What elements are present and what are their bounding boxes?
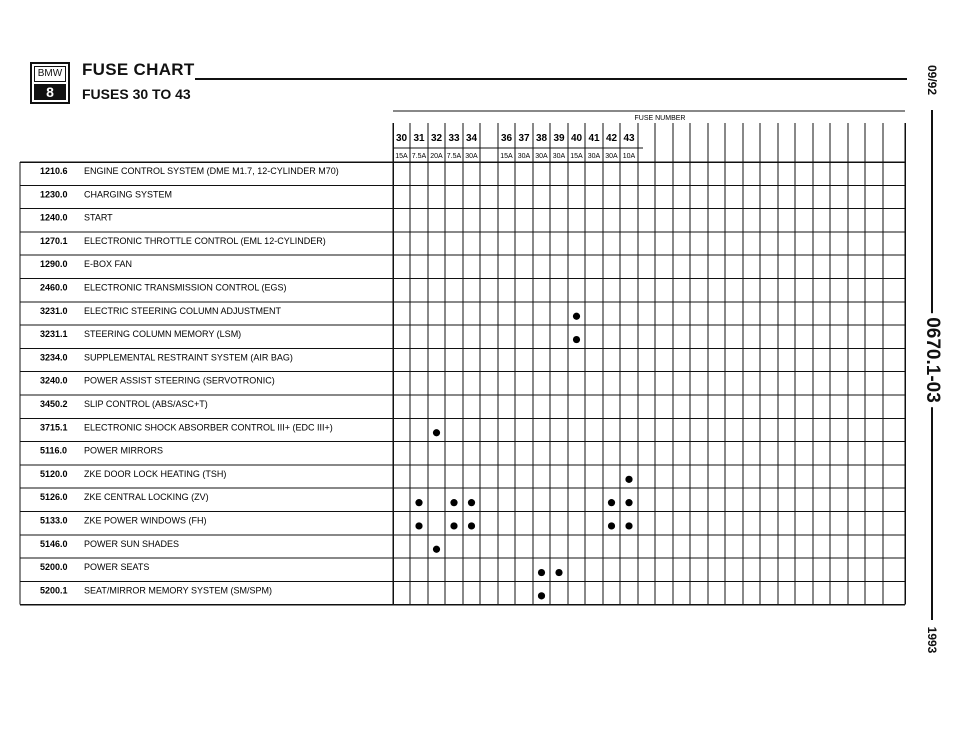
fuse-number: 39 [553, 133, 565, 144]
system-code: 5116.0 [40, 445, 68, 456]
fuse-used-dot [625, 522, 632, 529]
fuse-used-dot [538, 569, 545, 576]
fuse-number-label: FUSE NUMBER [634, 115, 686, 122]
system-name: SEAT/MIRROR MEMORY SYSTEM (SM/SPM) [84, 585, 273, 596]
system-code: 5133.0 [40, 515, 68, 526]
system-code: 1210.6 [40, 166, 68, 176]
system-name: SUPPLEMENTAL RESTRAINT SYSTEM (AIR BAG) [84, 352, 293, 363]
fuse-number: 33 [448, 133, 460, 144]
fuse-used-dot [468, 522, 475, 529]
system-name: STEERING COLUMN MEMORY (LSM) [84, 329, 242, 340]
page-title: FUSE CHART [82, 60, 195, 79]
fuse-used-dot [608, 522, 615, 529]
fuse-amperage: 30A [465, 153, 478, 160]
system-code: 2460.0 [40, 282, 68, 293]
document-code: 0670.1-03 [921, 313, 943, 407]
fuse-amperage: 7.5A [411, 153, 427, 160]
fuse-used-dot [573, 336, 580, 343]
system-name: E-BOX FAN [84, 259, 133, 270]
system-code: 3450.2 [40, 399, 68, 409]
fuse-number: 41 [588, 133, 600, 144]
fuse-amperage: 30A [517, 153, 531, 160]
logo-text: BMW [34, 66, 66, 82]
system-code: 1230.0 [40, 189, 68, 200]
system-name: ZKE DOOR LOCK HEATING (TSH) [84, 468, 227, 479]
fuse-amperage: 7.5A [446, 153, 462, 160]
fuse-used-dot [468, 499, 475, 506]
document-date: 09/92 [925, 64, 939, 96]
fuse-amperage: 30A [587, 153, 601, 160]
system-code: 1270.1 [40, 235, 68, 246]
system-name: ELECTRONIC TRANSMISSION CONTROL (EGS) [84, 282, 287, 293]
system-name: ELECTRIC STEERING COLUMN ADJUSTMENT [84, 305, 282, 316]
fuse-number: 38 [535, 133, 548, 144]
system-name: POWER MIRRORS [84, 445, 164, 456]
system-code: 3240.0 [40, 375, 68, 386]
fuse-amperage: 20A [430, 153, 443, 160]
fuse-number: 36 [500, 133, 513, 144]
fuse-number: 43 [623, 133, 635, 144]
fuse-number: 30 [395, 133, 408, 144]
fuse-amperage: 30A [535, 153, 548, 160]
fuse-used-dot [625, 476, 632, 483]
fuse-used-dot [415, 522, 422, 529]
system-code: 5126.0 [40, 492, 68, 503]
fuse-used-dot [538, 592, 545, 599]
system-name: ELECTRONIC THROTTLE CONTROL (EML 12-CYLINDER) [84, 235, 326, 246]
fuse-used-dot [433, 546, 440, 553]
fuse-amperage: 15A [500, 153, 513, 160]
system-name: CHARGING SYSTEM [84, 189, 173, 200]
system-code: 3234.0 [40, 352, 68, 363]
fuse-used-dot [433, 429, 440, 436]
model-year: 1993 [925, 626, 939, 654]
logo-number: 8 [34, 84, 66, 100]
fuse-amperage: 10A [622, 153, 636, 160]
fuse-number: 42 [605, 133, 618, 144]
system-code: 3231.1 [40, 329, 68, 340]
fuse-used-dot [450, 522, 457, 529]
fuse-number: 40 [570, 133, 583, 144]
system-code: 5120.0 [40, 468, 68, 479]
system-code: 5200.0 [40, 562, 68, 573]
fuse-used-dot [625, 499, 632, 506]
fuse-number: 31 [413, 133, 425, 144]
fuse-used-dot [450, 499, 457, 506]
fuse-amperage: 30A [605, 153, 618, 160]
system-code: 1290.0 [40, 259, 68, 270]
system-name: POWER ASSIST STEERING (SERVOTRONIC) [84, 375, 275, 386]
fuse-amperage: 15A [570, 153, 583, 160]
system-code: 3715.1 [40, 422, 68, 433]
system-code: 3231.0 [40, 305, 68, 316]
system-name: ZKE CENTRAL LOCKING (ZV) [84, 492, 209, 503]
system-name: ELECTRONIC SHOCK ABSORBER CONTROL III+ (EDC III+) [84, 422, 333, 433]
system-code: 5200.1 [40, 585, 68, 596]
system-name: START [84, 212, 113, 223]
system-name: POWER SEATS [84, 562, 150, 573]
fuse-number: 37 [518, 133, 530, 144]
fuse-used-dot [415, 499, 422, 506]
fuse-amperage: 15A [395, 153, 408, 160]
system-code: 5146.0 [40, 538, 68, 549]
fuse-number: 32 [430, 133, 443, 144]
system-code: 1240.0 [40, 212, 68, 223]
fuse-used-dot [555, 569, 562, 576]
fuse-amperage: 30A [552, 153, 566, 160]
fuse-used-dot [608, 499, 615, 506]
page-subtitle: FUSES 30 TO 43 [82, 86, 191, 102]
system-name: SLIP CONTROL (ABS/ASC+T) [84, 399, 208, 409]
fuse-used-dot [573, 313, 580, 320]
system-name: ENGINE CONTROL SYSTEM (DME M1.7, 12-CYLINDER M70) [84, 166, 339, 176]
fuse-number: 34 [465, 133, 478, 144]
system-name: POWER SUN SHADES [84, 538, 180, 549]
system-name: ZKE POWER WINDOWS (FH) [84, 515, 207, 526]
